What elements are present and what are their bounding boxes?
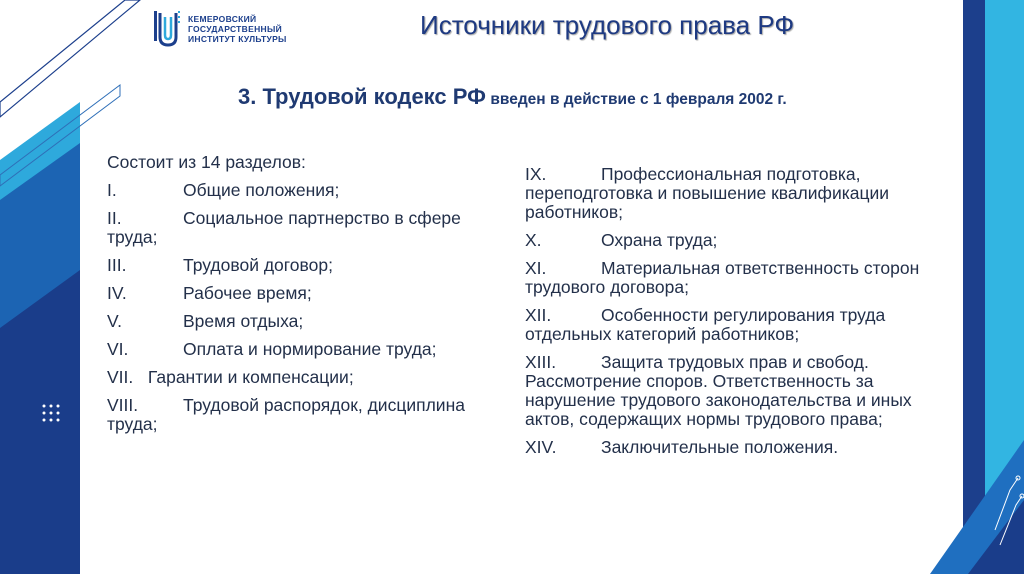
section-title: Трудовой распорядок, дисциплина труда;: [107, 395, 465, 434]
section-item: [107, 181, 502, 200]
section-title: Социальное партнерство в сфере труда;: [107, 208, 461, 247]
section-number: XIII.: [525, 352, 557, 372]
section-item: [107, 340, 502, 359]
left-top-outline: [0, 0, 140, 117]
section-number: X.: [525, 230, 542, 250]
institute-logo: [154, 9, 287, 49]
section-number: XII.: [525, 305, 552, 325]
section-item: [107, 312, 502, 331]
sections-intro: Состоит из 14 разделов:: [107, 152, 306, 172]
section-title: Трудовой договор;: [183, 255, 333, 275]
section-item: [107, 284, 502, 303]
section-number: I.: [107, 180, 117, 200]
left-dot-pattern: [43, 405, 60, 422]
section-item: [107, 396, 502, 434]
sections-list-left: [107, 153, 502, 443]
section-item: [525, 306, 945, 344]
section-number: II.: [107, 208, 122, 228]
section-number: III.: [107, 255, 127, 275]
sections-list-right: [525, 165, 945, 466]
section-title: Заключительные положения.: [601, 437, 839, 457]
subtitle-main: 3. Трудовой кодекс РФ: [238, 84, 486, 109]
section-item: [525, 353, 945, 429]
section-number: VII.: [107, 367, 134, 387]
logo-text-line-3: ИНСТИТУТ КУЛЬТУРЫ: [188, 34, 287, 44]
section-number: V.: [107, 311, 122, 331]
logo-text-line-2: ГОСУДАРСТВЕННЫЙ: [188, 24, 282, 34]
section-number: IV.: [107, 283, 127, 303]
section-title: Оплата и нормирование труда;: [183, 339, 437, 359]
section-title: Гарантии и компенсации;: [147, 367, 354, 387]
section-title: Время отдыха;: [183, 311, 304, 331]
page-title: Источники трудового права РФ: [420, 10, 795, 40]
section-number: VI.: [107, 339, 129, 359]
section-number: XI.: [525, 258, 547, 278]
section-number: IX.: [525, 164, 547, 184]
section-title: Защита трудовых прав и свобод. Рассмотрение споров. Ответственность за нарушение трудового законодательства и иных актов, содержащих нормы трудового права;: [525, 352, 912, 429]
section-item: [107, 209, 502, 247]
right-navy-strip: [963, 0, 985, 574]
institute-emblem-icon: [154, 9, 180, 49]
subtitle: [238, 84, 787, 110]
section-title: Рабочее время;: [183, 283, 312, 303]
section-number: VIII.: [107, 395, 139, 415]
section-title: Общие положения;: [183, 180, 340, 200]
section-item: [525, 231, 945, 250]
section-title: Материальная ответственность сторон трудового договора;: [525, 258, 920, 297]
section-item: [107, 368, 502, 387]
logo-text-line-1: КЕМЕРОВСКИЙ: [188, 14, 257, 24]
section-item: [525, 165, 945, 222]
section-title: Особенности регулирования труда отдельных категорий работников;: [525, 305, 886, 344]
section-title: Профессиональная подготовка, переподготовка и повышение квалификации работников;: [525, 164, 890, 222]
section-item: [525, 438, 945, 457]
section-number: XIV.: [525, 437, 557, 457]
section-title: Охрана труда;: [601, 230, 718, 250]
section-item: [525, 259, 945, 297]
subtitle-note: введен в действие с 1 февраля 2002 г.: [490, 91, 787, 108]
section-item: [107, 256, 502, 275]
